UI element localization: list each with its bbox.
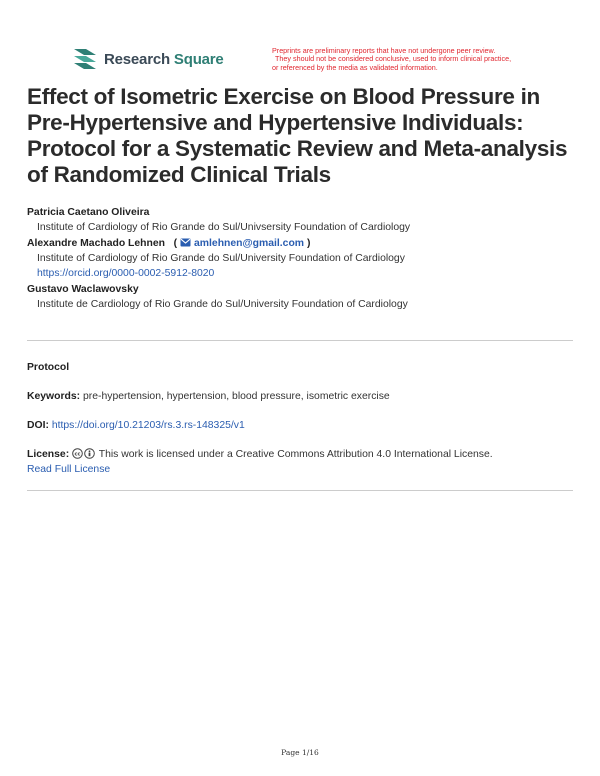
research-square-logo-icon	[72, 47, 98, 71]
svg-text:cc: cc	[74, 451, 81, 458]
doi-label: DOI:	[27, 420, 49, 431]
doi-link[interactable]: https://doi.org/10.21203/rs.3.rs-148325/v1	[51, 420, 245, 431]
envelope-icon	[180, 238, 191, 247]
license-label: License:	[27, 449, 70, 460]
section-divider	[27, 340, 573, 341]
page-number: Page 1/16	[281, 748, 319, 757]
author-email-link[interactable]	[180, 238, 307, 249]
article-type	[27, 360, 577, 375]
section-divider	[27, 490, 573, 491]
paper-title: Effect of Isometric Exercise on Blood Pressure in Pre-Hypertensive and Hypertensive Individuals: Protocol for a Systematic Review and Meta-analysis of Randomized Clinical Trials	[27, 84, 568, 187]
email-open-paren: (	[167, 238, 178, 249]
author-affiliation: Institute of Cardiology of Rio Grande do Sul/University Foundation of Cardiology	[37, 253, 405, 264]
author-affiliation: Institute of Cardiology of Rio Grande do Sul/Univsersity Foundation of Cardiology	[37, 222, 411, 233]
keywords-label: Keywords:	[27, 391, 81, 402]
license-row	[27, 447, 577, 477]
author-name: Gustavo Waclawovsky	[27, 284, 139, 295]
read-full-license-link[interactable]: Read Full License	[27, 464, 111, 475]
article-type-label: Protocol	[27, 362, 70, 373]
preprint-disclaimer	[272, 47, 542, 72]
author-orcid-link[interactable]: https://orcid.org/0000-0002-5912-8020	[37, 268, 215, 279]
email-close-paren: )	[306, 238, 311, 249]
keywords-value: pre-hypertension, hypertension, blood pressure, isometric exercise	[83, 391, 390, 402]
logo-word-square: Square	[173, 50, 224, 68]
disclaimer-line: They should not be considered conclusive, used to inform clinical practice,	[275, 54, 512, 64]
creative-commons-icon	[72, 448, 96, 459]
doi-row	[27, 418, 577, 433]
page-header	[0, 0, 600, 84]
author-affiliation: Institute de Cardiology of Rio Grande do Sul/University Foundation of Cardiology	[37, 299, 408, 310]
disclaimer-line: or referenced by the media as validated information.	[272, 62, 438, 72]
author-email: amlehnen@gmail.com	[194, 238, 305, 249]
disclaimer-line: Preprints are preliminary reports that have not undergone peer review.	[272, 46, 496, 55]
author-name: Patricia Caetano Oliveira	[27, 207, 150, 218]
author-name-corresponding	[27, 237, 577, 251]
author-name: Alexandre Machado Lehnen	[27, 238, 165, 249]
author-list	[27, 206, 577, 312]
research-square-logo[interactable]	[72, 45, 224, 73]
logo-text	[104, 51, 224, 68]
logo-word-research: Research	[104, 50, 170, 68]
license-text: This work is licensed under a Creative Commons Attribution 4.0 International License.	[98, 449, 493, 460]
keywords-row	[27, 389, 577, 404]
